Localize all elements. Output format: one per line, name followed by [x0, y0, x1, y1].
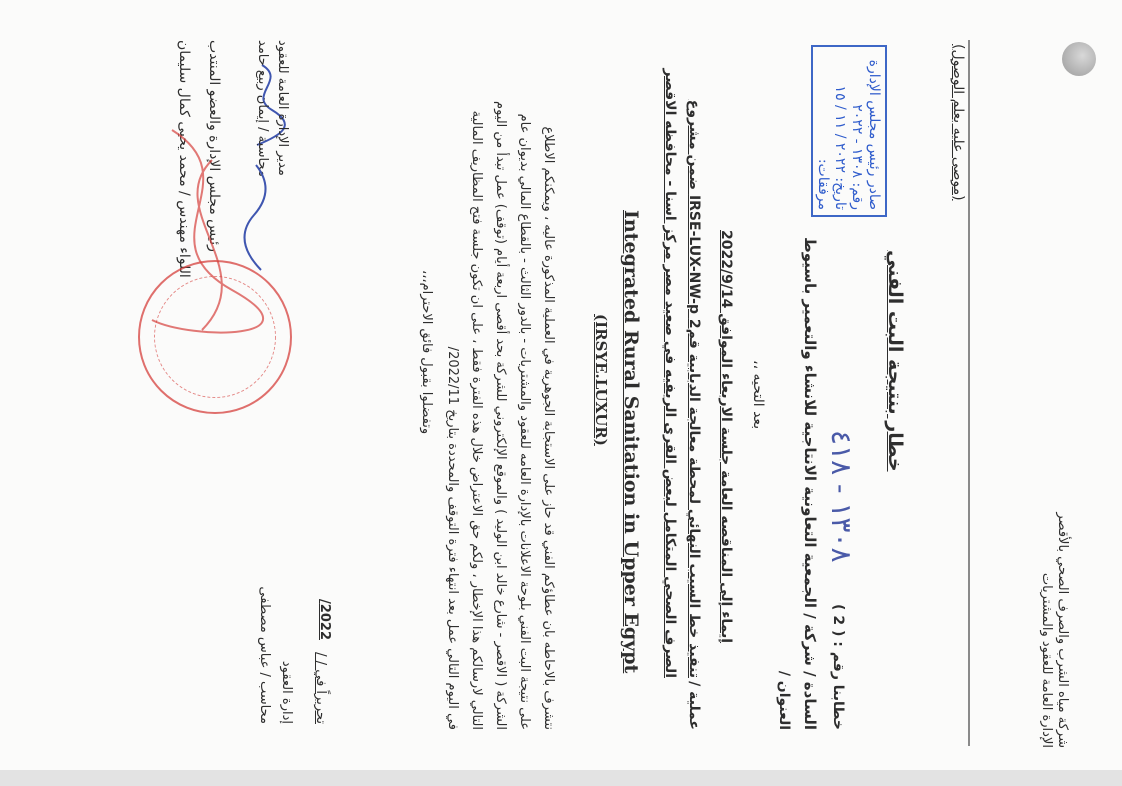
header-divider	[968, 40, 970, 746]
body-line: على نتيجة البت الفني بلوحة الاعلانات بالإدارة العامه للعقود والمشتريات - بالدور الثالث - بالقطاع المالي بديوان عام	[517, 113, 532, 730]
recipient: السادة / شركة / الجمعية التعاونية الانتاجية للانشاء والتعمير باسيوط	[801, 237, 819, 730]
chairman-name: اللواء مهندس / محمد يحيى كمال سليمان	[176, 40, 192, 278]
stamp-line: مرفقات:	[815, 158, 831, 210]
body-line: في اليوم التالي عمل بعد انتهاء فترة التوقف والمحددة بتاريخ 2022/11/	[445, 346, 460, 730]
accountant-name: محاسب / عباس مصطفى	[257, 586, 272, 724]
program-code: (IRSYE.LUXUR)	[592, 314, 610, 446]
letter-number: خطابنا رقم : ( 2 )	[830, 604, 846, 730]
subject-label: عملية /	[686, 681, 702, 730]
incoming-stamp	[811, 45, 887, 217]
subject-line-2: الصرف الصحي المتكامل لبعض القرى الريفيه في صعيد مصر مركز اسنا - محافظه الاقصر	[662, 68, 678, 678]
written-year: 2022/	[317, 599, 332, 640]
handwritten-number: ١٣٠٨ - ٤١٨	[825, 430, 858, 563]
stamp-line: رقم: ١٣٠٨ - ٢٠٢٢	[849, 104, 865, 210]
letter-title: خطار بنتيجة البت الفني	[884, 250, 906, 472]
stamp-line: تاريخ: ٢٠٢٢ / ١١ / ١٥	[832, 85, 848, 210]
chairman-title: رئيس مجلس الإدارة والعضو المنتدب	[206, 40, 222, 252]
address: العنوان /	[776, 670, 792, 730]
stamp-line: صادر رئيس مجلس الإدارة	[866, 59, 882, 210]
company-name: شركة مياه الشرب والصرف الصحي بالأقصر	[1055, 512, 1070, 748]
contracts-admin: إدارة العقود	[279, 660, 294, 724]
gm-title: مدير الإدارة العامة للعقود	[275, 40, 290, 176]
company-logo	[1062, 42, 1096, 76]
body-line: نتشرف بالاحاطه بان عطاؤكم الفني قد حاز على الاستجابة الجوهرية في العملية المذكورة عاليه ، ويمكنكم الاطلاع	[541, 126, 556, 730]
body-line: التالي لارسالكم هذا الإخطار ، ولكم حق الاعتراض خلال هذه الفترة فقط ، على ان تكون جلسة فتح المظاريف المالية	[469, 110, 484, 730]
registered-mail-note: (موصى عليه بعلم الوصول)	[950, 44, 966, 201]
written-on: تحريراً في / /	[313, 652, 328, 724]
gm-name: محاسبة / إيمان ربيع حامد	[255, 40, 270, 177]
program-name-en: Integrated Rural Sanitation in Upper Egypt	[620, 210, 642, 674]
tender-reference: إيماء إلى المناقصه العامة جلسة الاربعاء الموافق 2022/9/14	[718, 230, 734, 644]
chairman-signature	[142, 120, 272, 350]
closing: وتفضلوا بقبول فائق الاحترام،،،	[419, 270, 434, 435]
department-name: الإدارة العامة للعقود والمشتريات	[1039, 572, 1054, 748]
greeting: بعد التحيه ،،	[750, 360, 766, 430]
body-line: الشركة ( الاقصر - شارع خالد ابن الوليد ) والموقع الإلكتروني للشركة بحد أقصى اربعة أيام (توقف) عمل تبدأ من اليوم	[493, 101, 508, 730]
subject-line-1: تنفيذ خط السيب النهائي لمحطة معالجة الدبابية قم2 IRSE-LUX-NW-p ضمن مشروع	[686, 99, 702, 678]
